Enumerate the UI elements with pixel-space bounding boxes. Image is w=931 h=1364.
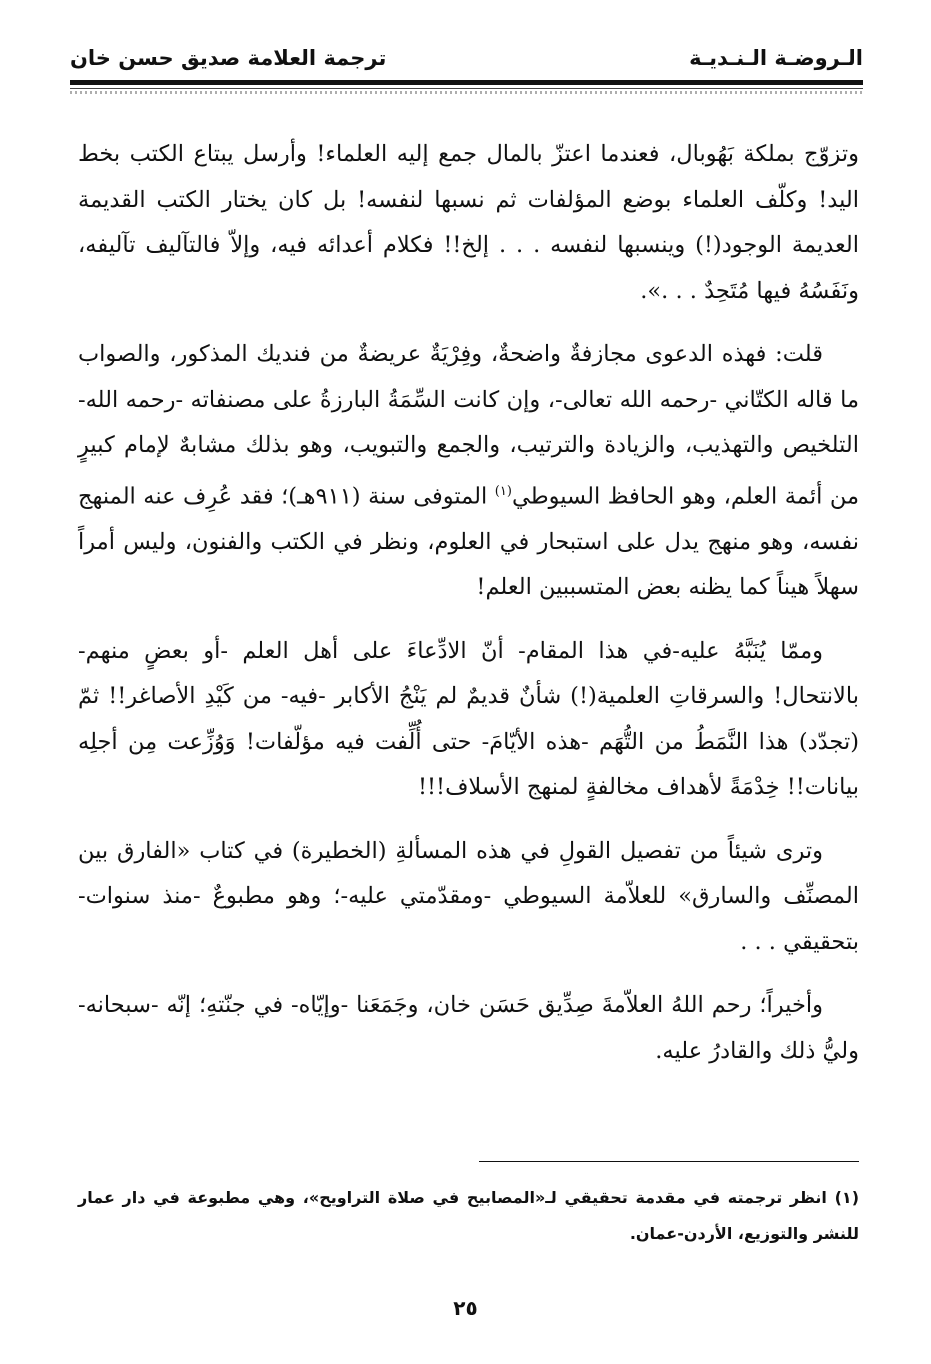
footnote: (١) انظر ترجمته في مقدمة تحقيقي لـ«المصابيح في صلاة التراويح»، وهي مطبوعة في دار عمار للنشر والتوزيع، الأردن-عمان. xyxy=(78,1188,859,1243)
paragraph-3: وممّا يُنَبَّهُ عليه-في هذا المقام- أنّ الادِّعاءَ على أهل العلم -أو بعضٍ منهم- بالانتحال! والسرقاتِ العلمية(!) شأنٌ قديمٌ لم يَنْجُ الأكابر -فيه- من كَيْدِ الأصاغر!! ثمّ (تجدّد) هذا النَّمَطُ من التُّهَم -هذه الأيّامَ- حتى أُلِّفت فيه مؤلّفات! وَوُزِّعت مِن أجلِه بيانات!! خِدْمَةً لأهداف مخالفةٍ لمنهج الأسلاف!!! xyxy=(78,637,859,800)
paragraph-2 xyxy=(78,332,859,611)
header-rule-thick xyxy=(70,80,863,85)
paragraph-2-part-2: المتوفى سنة (٩١١هـ)؛ فقد عُرِف عنه المنهج نفسه، وهو منهج يدل على استبحار في العلوم، ونظر في الكتب والفنون، وليس أمراً سهلاً هيناً كما يظنه بعض المتسببين العلم! xyxy=(78,483,859,600)
book-title: الـروضـة الـنـديـة xyxy=(689,46,863,70)
paragraph-1: وتزوّج بملكة بَهُوبال، فعندما اعتزّ بالمال جمع إليه العلماء! وأرسل يبتاع الكتب بخط اليد! وكلّف العلماء بوضع المؤلفات ثم نسبها لنفسه! بل كان يختار الكتب القديمة العديمة الوجود(!) وينسبها لنفسه . . . إلخ!! فكلام أعدائه فيه، وإلاّ فالتآليف تآليفه، ونَفَسُهُ فيها مُتَحِدٌ . . .». xyxy=(78,141,859,304)
chapter-title: ترجمة العلامة صديق حسن خان xyxy=(70,46,387,70)
header-rule-dotted xyxy=(70,91,863,94)
paragraph-5: وأخيراً؛ رحم اللهُ العلاّمةَ صِدِّيق حَسَن خان، وجَمَعَنا -وإيّاه- في جنّتهِ؛ إنّه -سبحانه- وليُّ ذلك والقادرُ عليه. xyxy=(78,992,859,1064)
footnote-separator xyxy=(479,1161,859,1162)
main-text xyxy=(78,132,859,1092)
page-number: ٢٥ xyxy=(453,1296,478,1320)
paragraph-2-part-1: قلت: فهذه الدعوى مجازفةٌ واضحةٌ، وفِرْيَةٌ عريضةٌ من فنديك المذكور، والصواب ما قاله الكتّاني -رحمه الله تعالى-، وإن كانت السِّمَةُ البارزةُ على مصنفاته -رحمه الله- التلخيص والتهذيب، والزيادة والترتيب، والجمع والتبويب، وهو بذلك مشابهٌ لإمام كبيرٍ من أئمة العلم، وهو الحافظ السيوطي xyxy=(78,341,859,509)
footnote-reference: (١) xyxy=(494,483,512,499)
header-rule-thin xyxy=(70,88,863,89)
paragraph-4: وترى شيئاً من تفصيل القولِ في هذه المسألةِ (الخطيرة) في كتاب «الفارق بين المصنِّف والسارق» للعلاّمة السيوطي -ومقدّمتي عليه-؛ وهو مطبوعٌ -منذ سنوات- بتحقيقي . . . xyxy=(78,837,859,955)
